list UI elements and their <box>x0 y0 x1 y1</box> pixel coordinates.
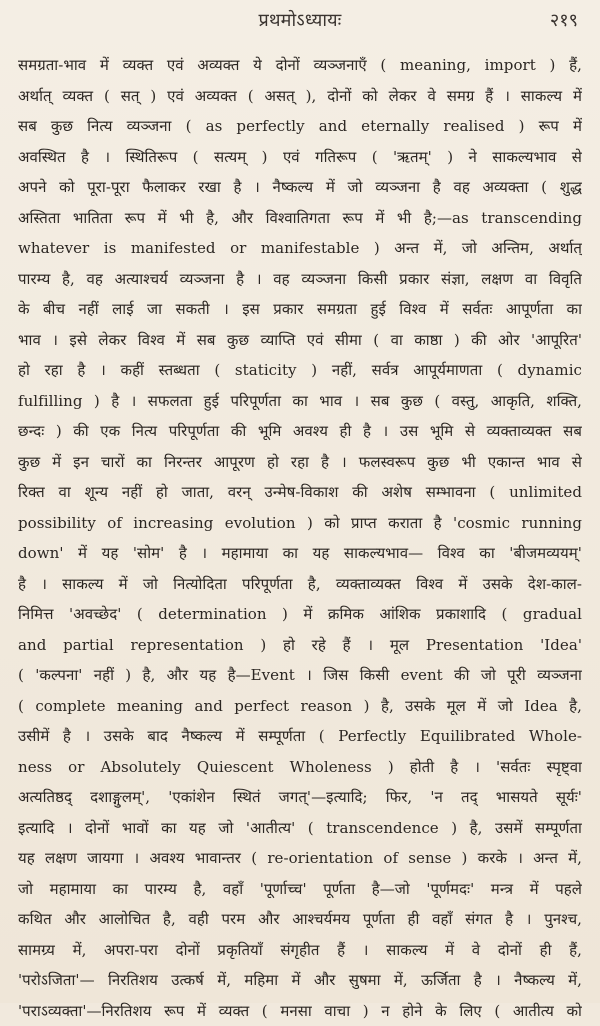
text-line-26: इत्यादि । दोनों भावों का यह जो 'आतीत्य' ( transcendence ) है, उसमें सम्पूर्णता <box>18 813 582 844</box>
text-line-24: ness or Absolutely Quiescent Wholeness ) होती है । 'सर्वतः स्पृष्ट्वा <box>18 752 582 783</box>
page-header <box>18 10 582 50</box>
text-line-1: समग्रता-भाव में व्यक्त एवं अव्यक्त ये दोनों व्यञ्जनाएँ ( meaning, import ) हैं, <box>18 50 582 81</box>
text-line-14: कुछ में इन चारों का निरन्तर आपूरण हो रहा है । फलस्वरूप कुछ भी एकान्त भाव से <box>18 447 582 478</box>
text-line-27: यह लक्षण जायगा । अवश्य भावान्तर ( re-orientation of sense ) करके । अन्त में, <box>18 843 582 874</box>
text-line-13: छन्दः ) की एक नित्य परिपूर्णता की भूमि अवश्य ही है । उस भूमि से व्यक्ताव्यक्त सब <box>18 416 582 447</box>
text-line-4: अवस्थित है । स्थितिरूप ( सत्यम् ) एवं गतिरूप ( 'ऋतम्' ) ने साकल्यभाव से <box>18 142 582 173</box>
text-line-29: कथित और आलोचित है, वही परम और आश्चर्यमय पूर्णता ही वहाँ संगत है । पुनश्च, <box>18 904 582 935</box>
text-line-31: 'परोऽजिता'— निरतिशय उत्कर्ष में, महिमा में और सुषमा में, ऊर्जिता है । नैष्कल्य में, <box>18 965 582 996</box>
text-line-30: सामग्र्य में, अपरा-परा दोनों प्रकृतियाँ संगृहीत हैं । साकल्य में वे दोनों ही हैं, <box>18 935 582 966</box>
text-line-7: whatever is manifested or manifestable ) अन्त में, जो अन्तिम, अर्थात् <box>18 233 582 264</box>
text-line-18: है । साकल्य में जो नित्योदिता परिपूर्णता है, व्यक्ताव्यक्त विश्व में उसके देश-काल- <box>18 569 582 600</box>
text-line-17: down' में यह 'सोम' है । महामाया का यह साकल्यभाव— विश्व का 'बीजमव्ययम्' <box>18 538 582 569</box>
text-line-11: हो रहा है । कहीं स्तब्धता ( staticity ) नहीं, सर्वत्र आपूर्यमाणता ( dynamic <box>18 355 582 386</box>
text-line-10: भाव । इसे लेकर विश्व में सब कुछ व्याप्ति एवं सीमा ( वा काष्ठा ) की ओर 'आपूरित' <box>18 325 582 356</box>
text-line-32: 'पराऽव्यक्ता'—निरतिशय रूप में व्यक्त ( मनसा वाचा ) न होने के लिए ( आतीत्य को <box>18 996 582 1026</box>
text-line-9: के बीच नहीं लाई जा सकती । इस प्रकार समग्रता हुई विश्व में सर्वतः आपूर्णता का <box>18 294 582 325</box>
text-line-19: निमित्त 'अवच्छेद' ( determination ) में क्रमिक आंशिक प्रकाशादि ( gradual <box>18 599 582 630</box>
running-title: प्रथमोऽध्यायः <box>18 10 582 32</box>
text-line-3: सब कुछ नित्य व्यञ्जना ( as perfectly and eternally realised ) रूप में <box>18 111 582 142</box>
text-line-6: अस्तिता भातिता रूप में भी है, और विश्वातिगता रूप में भी है;—as transcending <box>18 203 582 234</box>
text-line-15: रिक्त वा शून्य नहीं हो जाता, वरन् उन्मेष-विकाश की अशेष सम्भावना ( unlimited <box>18 477 582 508</box>
text-line-21: ( 'कल्पना' नहीं ) है, और यह है—Event । जिस किसी event की जो पूरी व्यञ्जना <box>18 660 582 691</box>
text-line-12: fulfilling ) है । सफलता हुई परिपूर्णता का भाव । सब कुछ ( वस्तु, आकृति, शक्ति, <box>18 386 582 417</box>
text-line-23: उसीमें है । उसके बाद नैष्कल्य में सम्पूर्णता ( Perfectly Equilibrated Whole- <box>18 721 582 752</box>
text-line-20: and partial representation ) हो रहे हैं । मूल Presentation 'Idea' <box>18 630 582 661</box>
body-text <box>18 50 582 1026</box>
page-number: २१९ <box>550 10 578 32</box>
text-line-25: अत्यतिष्ठद् दशाङ्गुलम्', 'एकांशेन स्थितं जगत्'—इत्यादि; फिर, 'न तद् भासयते सूर्यः' <box>18 782 582 813</box>
text-line-2: अर्थात् व्यक्त ( सत् ) एवं अव्यक्त ( असत् ), दोनों को लेकर वे समग्र हैं । साकल्य में <box>18 81 582 112</box>
text-line-5: अपने को पूरा-पूरा फैलाकर रखा है । नैष्कल्य में जो व्यञ्जना है वह अव्यक्ता ( शुद्ध <box>18 172 582 203</box>
text-line-28: जो महामाया का पारम्य है, वहाँ 'पूर्णाच्च' पूर्णता है—जो 'पूर्णमदः' मन्त्र में पहले <box>18 874 582 905</box>
text-line-16: possibility of increasing evolution ) को प्राप्त कराता है 'cosmic running <box>18 508 582 539</box>
text-line-22: ( complete meaning and perfect reason ) है, उसके मूल में जो Idea है, <box>18 691 582 722</box>
text-line-8: पारम्य है, वह अत्याश्चर्य व्यञ्जना है । वह व्यञ्जना किसी प्रकार संज्ञा, लक्षण वा विवृति <box>18 264 582 295</box>
